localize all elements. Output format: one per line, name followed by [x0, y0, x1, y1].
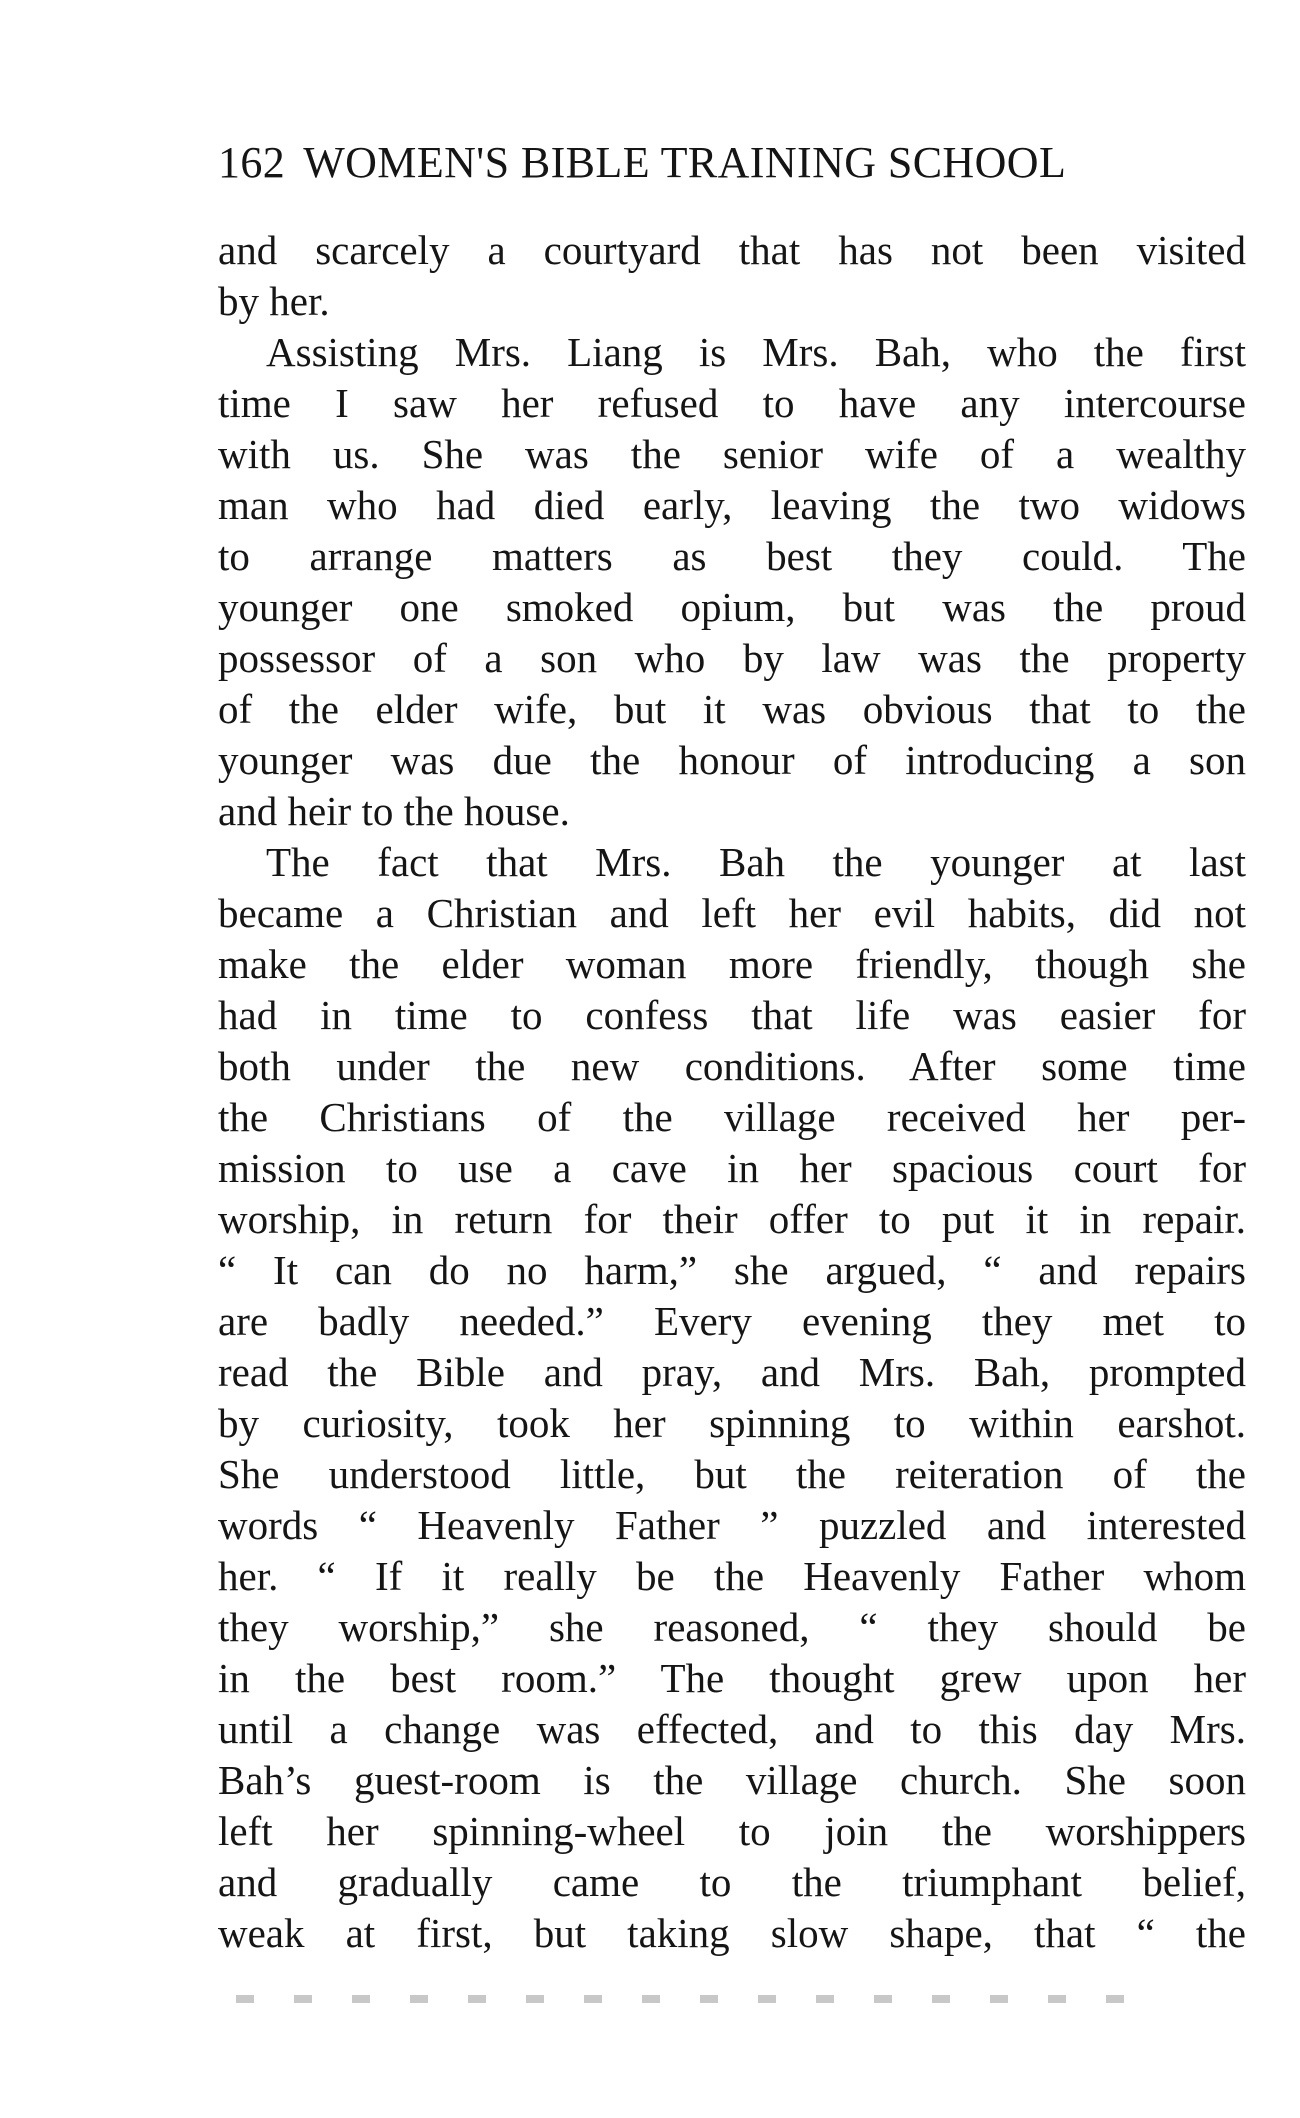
text-line: younger one smoked opium, but was the proud	[218, 584, 1246, 630]
text-line: the Christians of the village received her per-	[218, 1094, 1246, 1140]
text-line: time I saw her refused to have any intercourse	[218, 380, 1246, 426]
text-line: by her.	[218, 278, 330, 324]
text-line: are badly needed.” Every evening they met to	[218, 1298, 1246, 1344]
text-line: make the elder woman more friendly, though she	[218, 941, 1246, 987]
text-line: in the best room.” The thought grew upon her	[218, 1655, 1246, 1701]
text-line: and gradually came to the triumphant belief,	[218, 1859, 1246, 1905]
text-line: Bah’s guest-room is the village church. She soon	[218, 1757, 1246, 1803]
text-line: with us. She was the senior wife of a wealthy	[218, 431, 1246, 477]
text-line: both under the new conditions. After some time	[218, 1043, 1246, 1089]
text-line: “ It can do no harm,” she argued, “ and repairs	[218, 1247, 1246, 1293]
text-line: weak at first, but taking slow shape, that “ the	[218, 1910, 1246, 1956]
text-line: She understood little, but the reiteration of the	[218, 1451, 1246, 1497]
text-line: man who had died early, leaving the two widows	[218, 482, 1246, 528]
text-line: Assisting Mrs. Liang is Mrs. Bah, who the first	[266, 329, 1246, 375]
text-line: by curiosity, took her spinning to within earshot.	[218, 1400, 1246, 1446]
text-line: they worship,” she reasoned, “ they should be	[218, 1604, 1246, 1650]
running-head	[218, 138, 1158, 188]
text-line: possessor of a son who by law was the property	[218, 635, 1246, 681]
text-line: mission to use a cave in her spacious court for	[218, 1145, 1246, 1191]
text-line: until a change was effected, and to this day Mrs.	[218, 1706, 1246, 1752]
text-line: The fact that Mrs. Bah the younger at last	[266, 839, 1246, 885]
text-line: words “ Heavenly Father ” puzzled and interested	[218, 1502, 1246, 1548]
text-line: read the Bible and pray, and Mrs. Bah, prompted	[218, 1349, 1246, 1395]
running-title: WOMEN'S BIBLE TRAINING SCHOOL	[303, 138, 1067, 187]
page-number: 162	[218, 138, 286, 187]
text-line: of the elder wife, but it was obvious that to the	[218, 686, 1246, 732]
text-line: her. “ If it really be the Heavenly Father whom	[218, 1553, 1246, 1599]
cropped-next-line	[236, 1995, 1136, 2003]
text-line: younger was due the honour of introducing a son	[218, 737, 1246, 783]
text-line: became a Christian and left her evil habits, did not	[218, 890, 1246, 936]
text-line: left her spinning-wheel to join the worshippers	[218, 1808, 1246, 1854]
text-line: worship, in return for their offer to put it in repair.	[218, 1196, 1246, 1242]
text-line: and scarcely a courtyard that has not been visited	[218, 227, 1246, 273]
text-line: had in time to confess that life was easier for	[218, 992, 1246, 1038]
text-line: and heir to the house.	[218, 788, 570, 834]
text-line: to arrange matters as best they could. The	[218, 533, 1246, 579]
body-text	[218, 225, 1246, 1959]
